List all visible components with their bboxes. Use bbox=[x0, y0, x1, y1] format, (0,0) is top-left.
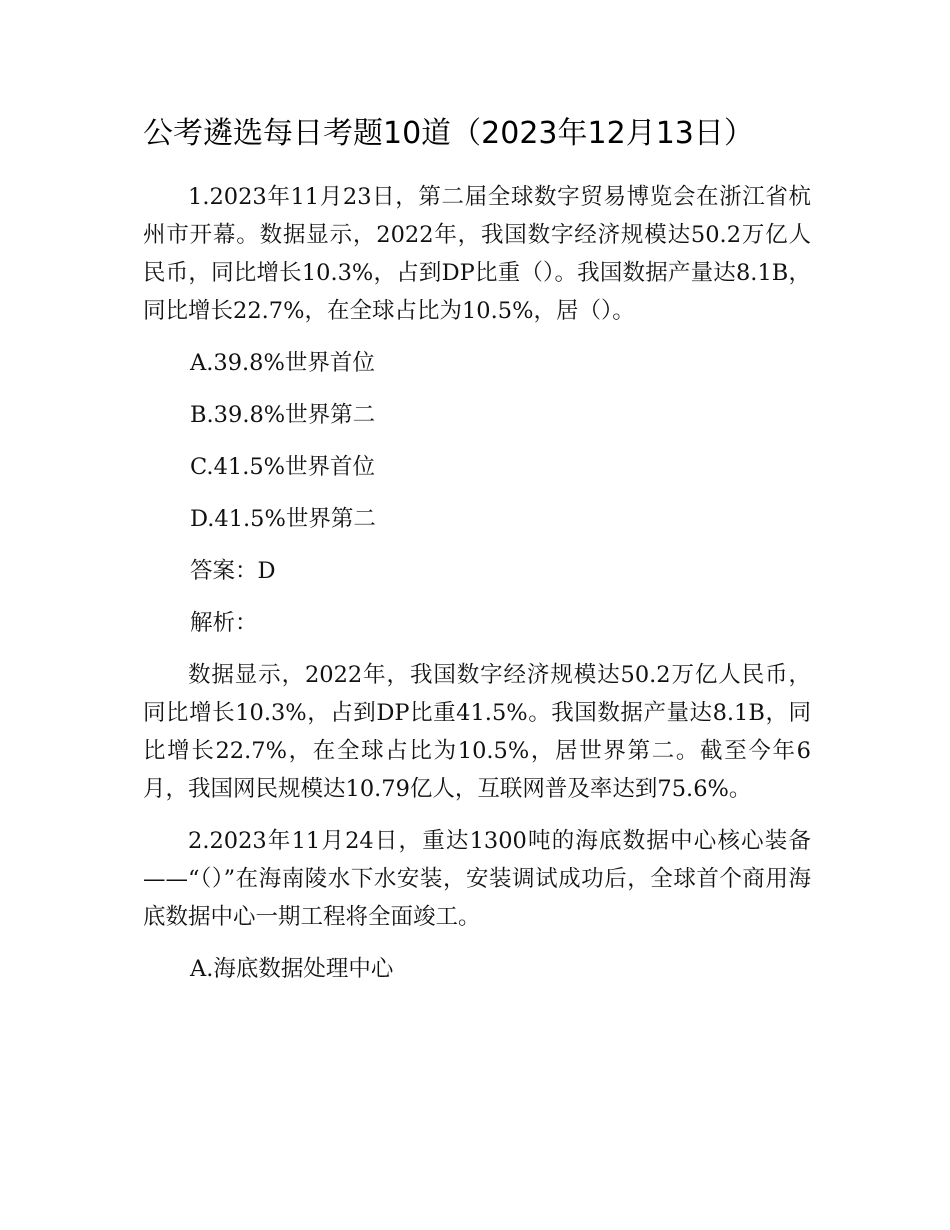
document-body bbox=[143, 178, 811, 1002]
question-1-option-a: A.39.8%世界首位 bbox=[190, 350, 375, 376]
question-2-stem: 2.2023年11月24日，重达1300吨的海底数据中心核心装备——“（）”在海南陵水下水安装，安装调试成功后，全球首个商用海底数据中心一期工程将全面竣工。 bbox=[143, 828, 811, 930]
question-1-answer: 答案：D bbox=[190, 558, 276, 584]
question-1-option-b: B.39.8%世界第二 bbox=[190, 402, 376, 428]
question-2-option-a: A.海底数据处理中心 bbox=[190, 956, 394, 982]
question-1-option-c: C.41.5%世界首位 bbox=[190, 454, 376, 480]
question-1-analysis: 数据显示，2022年，我国数字经济规模达50.2万亿人民币，同比增长10.3%，占到DP比重41.5%。我国数据产量达8.1B，同比增长22.7%，在全球占比为10.5%，居世界第二。截至今年6月，我国网民规模达10.79亿人，互联网普及率达到75.6%。 bbox=[143, 662, 811, 802]
question-1-analysis-label: 解析： bbox=[190, 610, 258, 636]
question-1-option-d: D.41.5%世界第二 bbox=[190, 506, 376, 532]
document-title: 公考遴选每日考题10道（2023年12月13日） bbox=[143, 116, 754, 151]
question-1-stem: 1.2023年11月23日，第二届全球数字贸易博览会在浙江省杭州市开幕。数据显示，2022年，我国数字经济规模达50.2万亿人民币，同比增长10.3%，占到DP比重（）。我国数据产量达8.1B，同比增长22.7%，在全球占比为10.5%，居（）。 bbox=[143, 184, 811, 324]
